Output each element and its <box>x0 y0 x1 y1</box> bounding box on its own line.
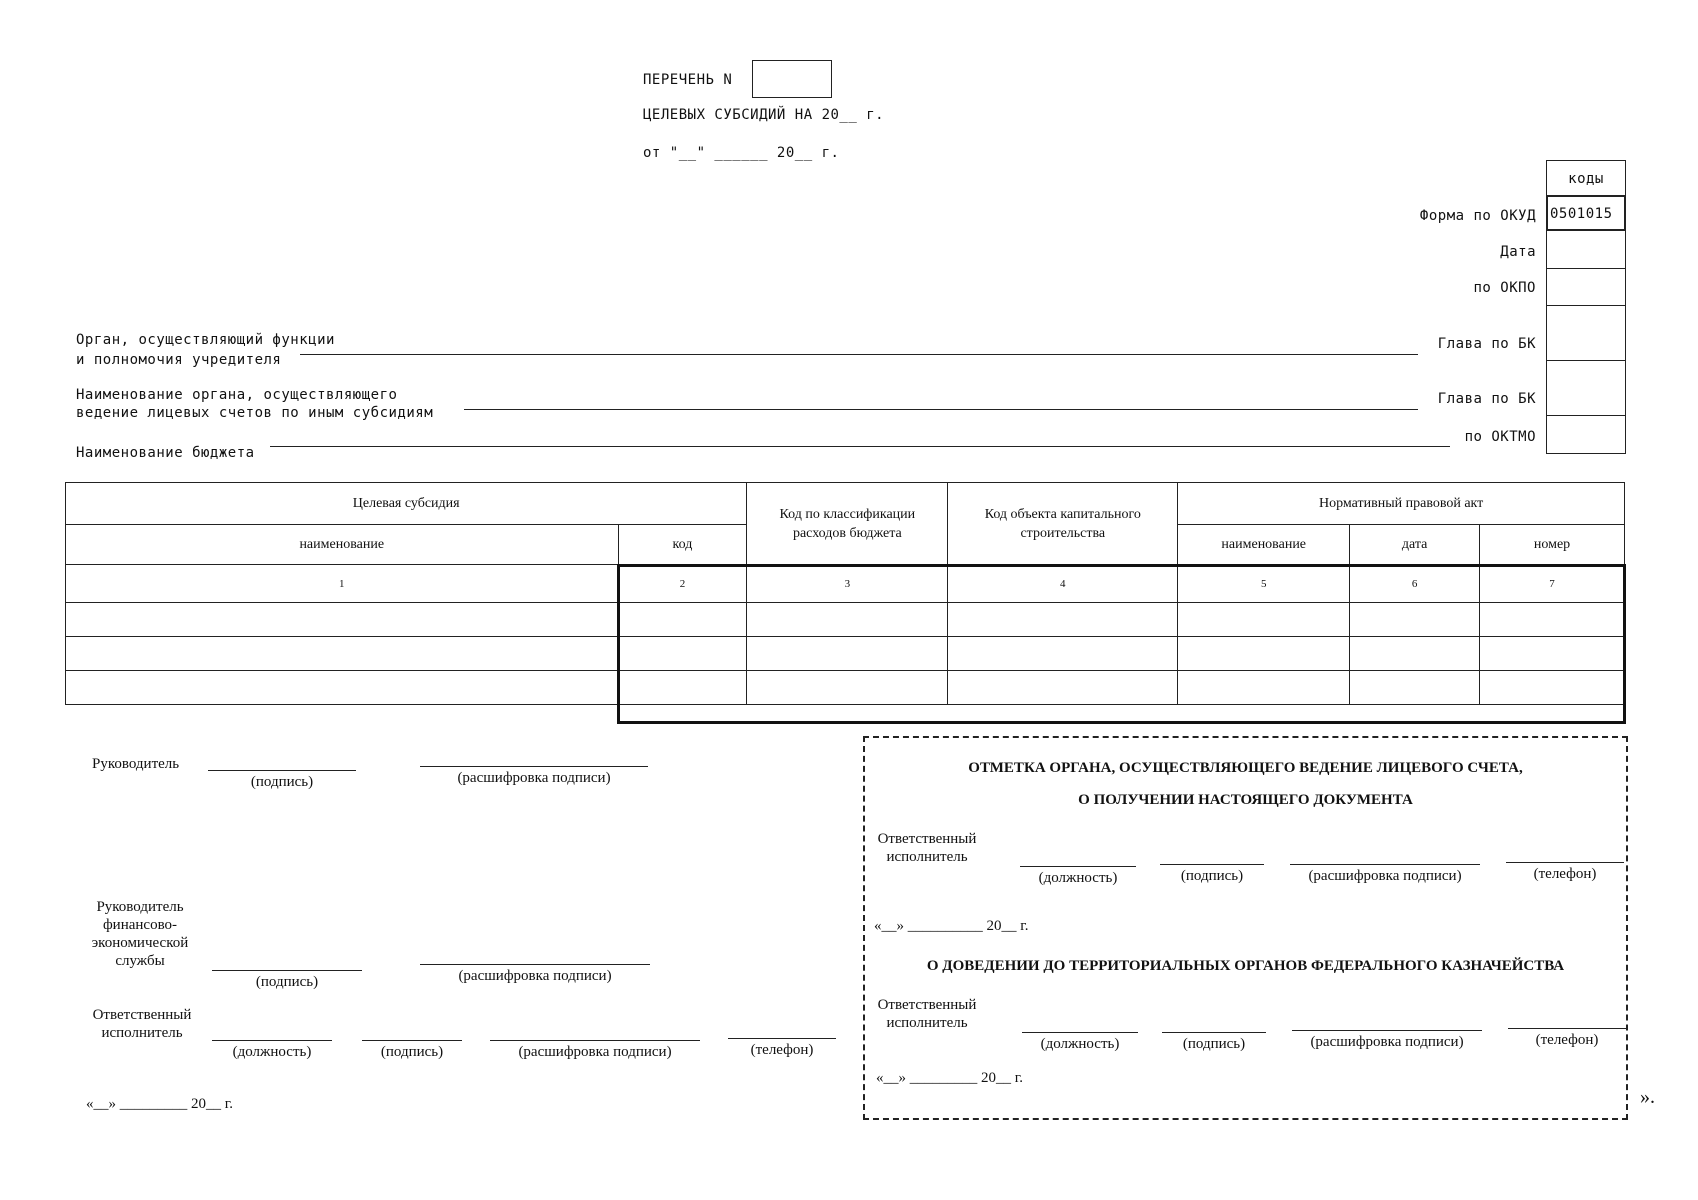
table-cell[interactable] <box>1178 671 1350 705</box>
budget-input-line[interactable] <box>270 446 1450 447</box>
executor-position-line[interactable] <box>212 1040 332 1041</box>
naim-label-line2: ведение лицевых счетов по иным субсидиям <box>76 405 434 421</box>
mark-phone-caption-2: (телефон) <box>1535 1032 1599 1048</box>
table-cell[interactable] <box>1350 637 1480 671</box>
table-cell[interactable] <box>1480 671 1625 705</box>
mark-date-line-2: «__» _________ 20__ г. <box>876 1070 1023 1086</box>
fin-decode-caption: (расшифровка подписи) <box>458 968 612 984</box>
list-date: от "__" ______ 20__ г. <box>643 145 840 161</box>
table-cell[interactable] <box>1178 637 1350 671</box>
okud-label: Форма по ОКУД <box>1419 208 1536 224</box>
table-row <box>66 637 1625 671</box>
codes-divider <box>1546 268 1626 269</box>
mark-position-line-2[interactable] <box>1022 1032 1138 1033</box>
organ-label-line1: Орган, осуществляющий функции <box>76 332 335 348</box>
head-sign-line[interactable] <box>208 770 356 771</box>
header-kbk-text: Код по классификации расходов бюджета <box>779 506 916 541</box>
table-cell[interactable] <box>747 671 948 705</box>
table-cell[interactable] <box>1480 637 1625 671</box>
col-number-4: 4 <box>948 565 1178 603</box>
executor-podpis-caption: (подпись) <box>380 1044 444 1060</box>
header-object <box>948 483 1178 565</box>
mark-section2-title: О ДОВЕДЕНИИ ДО ТЕРРИТОРИАЛЬНЫХ ОРГАНОВ ФЕДЕРАЛЬНОГО КАЗНАЧЕЙСТВА <box>926 958 1565 974</box>
table-cell[interactable] <box>618 603 747 637</box>
table-cell[interactable] <box>747 637 948 671</box>
table-cell[interactable] <box>948 603 1178 637</box>
col-number-6: 6 <box>1350 565 1480 603</box>
column-numbers-row <box>66 565 1625 603</box>
mark-title-line1: ОТМЕТКА ОРГАНА, ОСУЩЕСТВЛЯЮЩЕГО ВЕДЕНИЕ ЛИЦЕВОГО СЧЕТА, <box>968 760 1523 776</box>
table-cell[interactable] <box>1350 671 1480 705</box>
left-date-line: «__» _________ 20__ г. <box>86 1096 233 1112</box>
header-object-text: Код объекта капитального строительства <box>984 506 1141 541</box>
fin-head-label: Руководитель финансово-экономической службы <box>91 899 189 969</box>
okud-code-value: 0501015 <box>1550 206 1613 222</box>
header-subsidy: Целевая субсидия <box>66 483 747 525</box>
executor-sign-line[interactable] <box>362 1040 462 1041</box>
header-code: код <box>618 525 747 565</box>
fin-podpis-caption: (подпись) <box>255 974 319 990</box>
codes-divider <box>1546 415 1626 416</box>
mark-executor-label-2: Ответственный исполнитель <box>877 997 977 1031</box>
organ-label-line2: и полномочия учредителя <box>76 352 282 368</box>
glava-bk-label-2: Глава по БК <box>1437 391 1536 407</box>
mark-phone-line-1[interactable] <box>1506 862 1624 863</box>
mark-sign-line-1[interactable] <box>1160 864 1264 865</box>
glava-bk-label-1: Глава по БК <box>1437 336 1536 352</box>
head-decode-caption: (расшифровка подписи) <box>457 770 611 786</box>
mark-date-line-1: «__» __________ 20__ г. <box>874 918 1029 934</box>
mark-decode-line-1[interactable] <box>1290 864 1480 865</box>
table-cell[interactable] <box>1178 603 1350 637</box>
naim-label-line1: Наименование органа, осуществляющего <box>76 387 398 403</box>
col-number-3: 3 <box>747 565 948 603</box>
fin-decode-line[interactable] <box>420 964 650 965</box>
head-label: Руководитель <box>92 756 180 772</box>
oktmo-label: по ОКТМО <box>1464 429 1536 445</box>
mark-phone-line-2[interactable] <box>1508 1028 1626 1029</box>
header-name: наименование <box>66 525 619 565</box>
naim-input-line[interactable] <box>464 409 1418 410</box>
table-cell[interactable] <box>66 637 619 671</box>
table-cell[interactable] <box>1480 603 1625 637</box>
table-cell[interactable] <box>618 671 747 705</box>
fin-sign-line[interactable] <box>212 970 362 971</box>
table-cell[interactable] <box>618 637 747 671</box>
mark-position-line-1[interactable] <box>1020 866 1136 867</box>
mark-decode-line-2[interactable] <box>1292 1030 1482 1031</box>
table-row <box>66 603 1625 637</box>
table-cell[interactable] <box>66 671 619 705</box>
date-code-label: Дата <box>1500 244 1536 260</box>
header-act-number: номер <box>1480 525 1625 565</box>
table-cell[interactable] <box>66 603 619 637</box>
subsidies-table <box>65 482 1625 705</box>
col-number-7: 7 <box>1480 565 1625 603</box>
codes-divider <box>1546 305 1626 306</box>
mark-podpis-caption-2: (подпись) <box>1182 1036 1246 1052</box>
mark-position-caption-2: (должность) <box>1040 1036 1120 1052</box>
mark-title-line2: О ПОЛУЧЕНИИ НАСТОЯЩЕГО ДОКУМЕНТА <box>1078 792 1413 808</box>
table-cell[interactable] <box>948 637 1178 671</box>
mark-executor-label-1: Ответственный исполнитель <box>877 831 977 865</box>
mark-phone-caption-1: (телефон) <box>1533 866 1597 882</box>
header-kbk <box>747 483 948 565</box>
executor-decode-line[interactable] <box>490 1040 700 1041</box>
organ-input-line[interactable] <box>300 354 1418 355</box>
mark-podpis-caption-1: (подпись) <box>1180 868 1244 884</box>
mark-sign-line-2[interactable] <box>1162 1032 1266 1033</box>
list-title: ПЕРЕЧЕНЬ N <box>643 72 733 88</box>
table-row <box>66 671 1625 705</box>
header-act-date: дата <box>1350 525 1480 565</box>
table-cell[interactable] <box>747 603 948 637</box>
executor-phone-caption: (телефон) <box>750 1042 814 1058</box>
okpo-label: по ОКПО <box>1473 280 1536 296</box>
codes-divider <box>1546 360 1626 361</box>
mark-decode-caption-1: (расшифровка подписи) <box>1308 868 1462 884</box>
executor-phone-line[interactable] <box>728 1038 836 1039</box>
col-number-1: 1 <box>66 565 619 603</box>
header-act: Нормативный правовой акт <box>1178 483 1625 525</box>
col-number-5: 5 <box>1178 565 1350 603</box>
executor-label: Ответственный исполнитель <box>92 1007 192 1041</box>
list-number-box[interactable] <box>752 60 832 98</box>
col-number-2: 2 <box>618 565 747 603</box>
mark-position-caption-1: (должность) <box>1038 870 1118 886</box>
mark-decode-caption-2: (расшифровка подписи) <box>1310 1034 1464 1050</box>
executor-decode-caption: (расшифровка подписи) <box>518 1044 672 1060</box>
table-cell[interactable] <box>1350 603 1480 637</box>
executor-position-caption: (должность) <box>232 1044 312 1060</box>
budget-label: Наименование бюджета <box>76 445 255 461</box>
head-decode-line[interactable] <box>420 766 648 767</box>
closing-quote: ». <box>1640 1086 1655 1108</box>
codes-header: коды <box>1568 171 1604 187</box>
head-podpis-caption: (подпись) <box>250 774 314 790</box>
header-act-name: наименование <box>1178 525 1350 565</box>
table-cell[interactable] <box>948 671 1178 705</box>
list-subtitle: ЦЕЛЕВЫХ СУБСИДИЙ НА 20__ г. <box>643 107 885 123</box>
